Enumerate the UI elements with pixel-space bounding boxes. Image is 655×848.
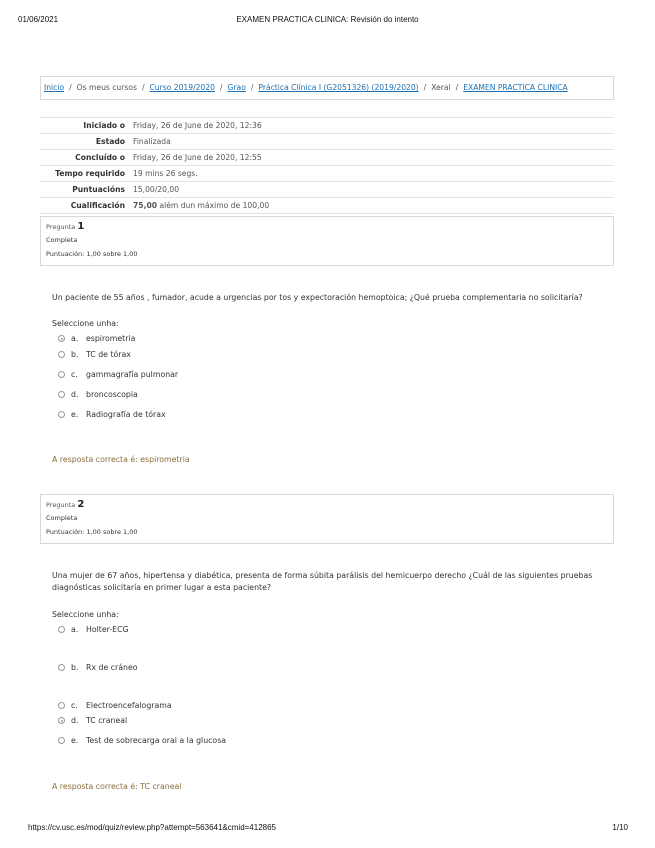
print-title: EXAMEN PRACTICA CLINICA: Revisión do intento: [236, 15, 419, 24]
summary-row-state: Estado Finalizada: [40, 134, 614, 150]
radio-icon[interactable]: [58, 702, 65, 709]
breadcrumb-quiz[interactable]: EXAMEN PRACTICA CLINICA: [463, 83, 568, 92]
radio-selected-icon[interactable]: [58, 335, 65, 342]
breadcrumb-home[interactable]: Inicio: [44, 83, 65, 92]
summary-row-marks: Puntuacións 15,00/20,00: [40, 182, 614, 198]
question-label: Pregunta: [46, 223, 76, 231]
question-2-right-answer: A resposta correcta é: TC craneal: [52, 782, 182, 791]
question-number: 2: [77, 499, 85, 510]
summary-row-completed: Concluído o Friday, 26 de June de 2020, 12:55: [40, 150, 614, 166]
radio-icon[interactable]: [58, 351, 65, 358]
radio-icon[interactable]: [58, 391, 65, 398]
breadcrumb-section: Xeral: [431, 83, 451, 92]
question-1-option-c[interactable]: c. gammagrafía pulmonar: [58, 370, 178, 379]
question-1-text: Un paciente de 55 años , fumador, acude a urgencias por tos y expectoración hemoptoica; ¿Qué prueba complementaria no solicitaría?: [52, 293, 583, 302]
breadcrumb-my-courses: Os meus cursos: [76, 83, 137, 92]
question-1-info: [40, 216, 614, 266]
question-2-info: [40, 494, 614, 544]
breadcrumb-separator: /: [141, 83, 145, 92]
breadcrumb-course-year[interactable]: Curso 2019/2020: [149, 83, 215, 92]
question-2-option-b[interactable]: b. Rx de cráneo: [58, 663, 138, 672]
question-1-option-b[interactable]: b. TC de tórax: [58, 350, 131, 359]
question-1-prompt: Seleccione unha:: [52, 319, 119, 328]
question-label: Pregunta: [46, 501, 76, 509]
breadcrumb-course[interactable]: Práctica Clínica I (G2051326) (2019/2020): [258, 83, 419, 92]
radio-icon[interactable]: [58, 411, 65, 418]
question-2-option-e[interactable]: e. Test de sobrecarga oral a la glucosa: [58, 736, 226, 745]
question-2-text: Una mujer de 67 años, hipertensa y diabética, presenta de forma súbita parálisis del hemicuerpo derecho ¿Cuál de las siguientes pruebas diagnósticas solicitaría en primer lugar a esta paciente?: [52, 571, 593, 592]
breadcrumb-degree[interactable]: Grao: [227, 83, 246, 92]
breadcrumb-separator: /: [423, 83, 427, 92]
summary-row-time-taken: Tempo requirido 19 mins 26 segs.: [40, 166, 614, 182]
breadcrumb: [40, 76, 614, 100]
print-url: https://cv.usc.es/mod/quiz/review.php?attempt=563641&cmid=412865: [28, 823, 277, 832]
summary-row-grade: Cualificación 75,00 além dun máximo de 100,00: [40, 198, 614, 214]
question-1-right-answer: A resposta correcta é: espirometria: [52, 455, 190, 464]
question-2-prompt: Seleccione unha:: [52, 610, 119, 619]
print-date: 01/06/2021: [18, 15, 59, 24]
radio-selected-icon[interactable]: [58, 717, 65, 724]
radio-icon[interactable]: [58, 664, 65, 671]
attempt-summary-table: [40, 117, 614, 214]
question-2-option-d[interactable]: d. TC craneal: [58, 716, 127, 725]
grade-max: além dun máximo de 100,00: [159, 201, 270, 210]
question-grade: Puntuación: 1,00 sobre 1,00: [46, 528, 138, 536]
question-1-option-e[interactable]: e. Radiografía de tórax: [58, 410, 166, 419]
breadcrumb-separator: /: [219, 83, 223, 92]
question-2-option-a[interactable]: a. Holter-ECG: [58, 625, 129, 634]
question-2-option-c[interactable]: c. Electroencefalograma: [58, 701, 172, 710]
print-page-number: 1/10: [612, 823, 628, 832]
question-state: Completa: [46, 236, 78, 244]
breadcrumb-separator: /: [250, 83, 254, 92]
radio-icon[interactable]: [58, 626, 65, 633]
summary-row-started: Iniciado o Friday, 26 de June de 2020, 12:36: [40, 118, 614, 134]
radio-icon[interactable]: [58, 737, 65, 744]
question-number: 1: [77, 221, 85, 232]
question-1-option-d[interactable]: d. broncoscopia: [58, 390, 138, 399]
question-grade: Puntuación: 1,00 sobre 1,00: [46, 250, 138, 258]
question-state: Completa: [46, 514, 78, 522]
grade-value: 75,00: [133, 201, 158, 210]
question-1-option-a[interactable]: a. espirometria: [58, 334, 135, 343]
breadcrumb-separator: /: [455, 83, 459, 92]
radio-icon[interactable]: [58, 371, 65, 378]
breadcrumb-separator: /: [69, 83, 72, 92]
